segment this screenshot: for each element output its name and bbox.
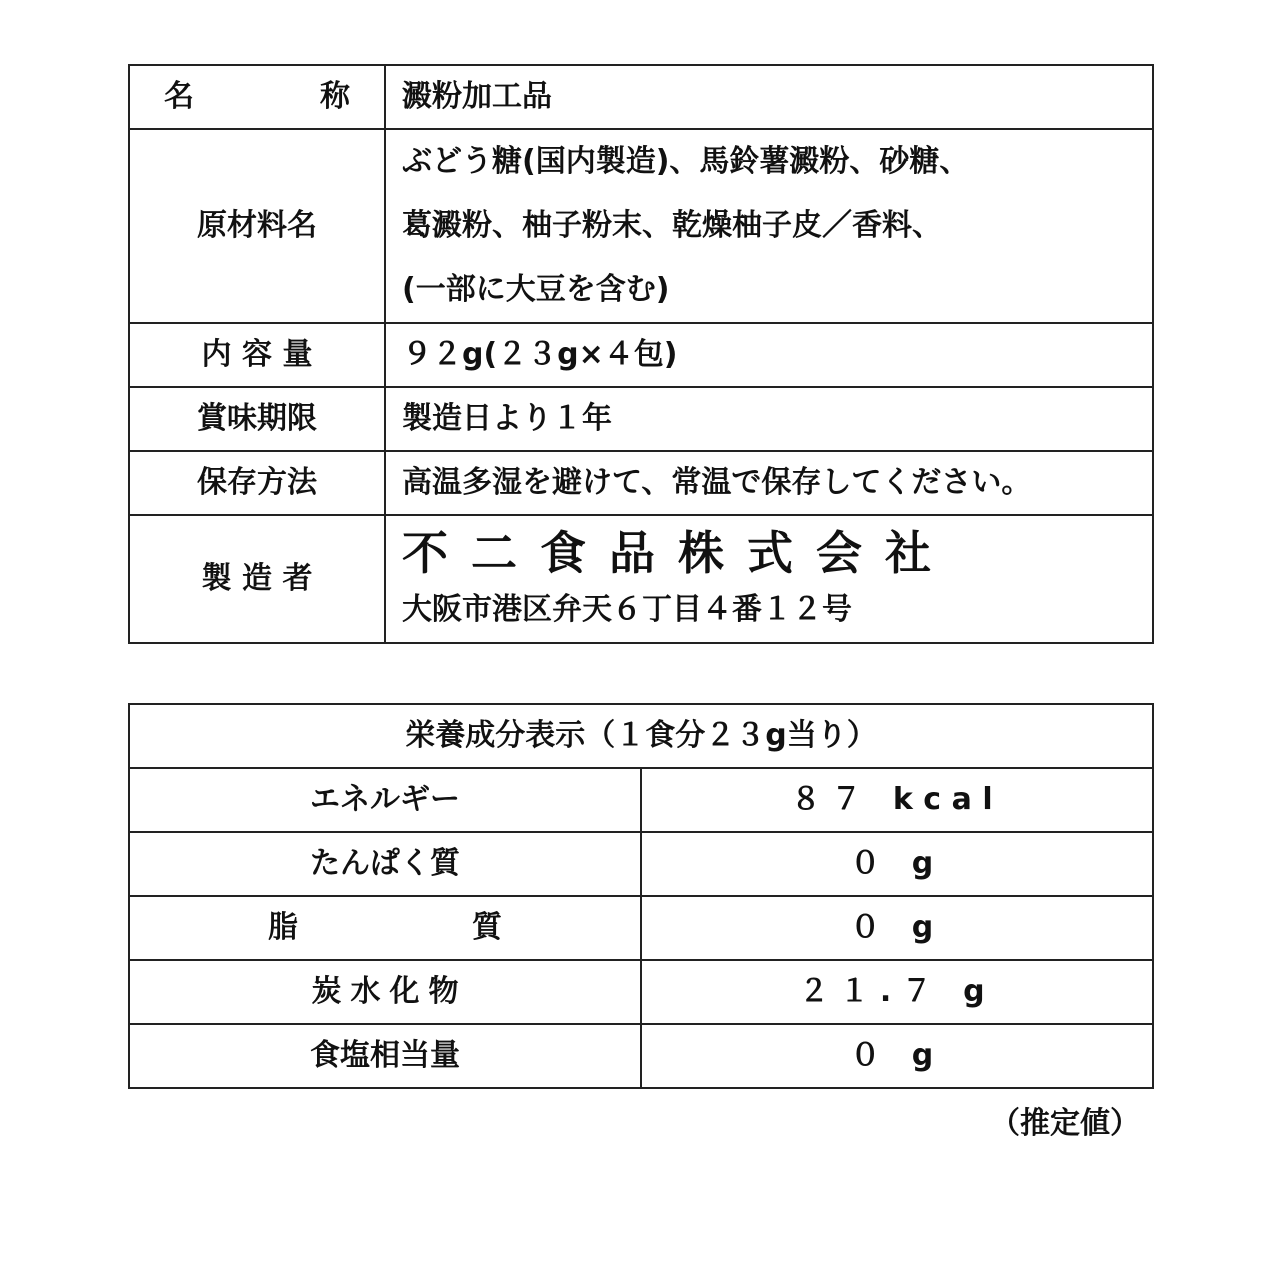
- row-name: [129, 65, 1153, 129]
- storage-label: 保存方法: [129, 451, 385, 515]
- nutrition-title-row: [129, 704, 1153, 768]
- nutrition-title: 栄養成分表示（１食分２３g当り）: [129, 704, 1153, 768]
- nutrition-row-fat: [129, 896, 1153, 960]
- ingredients-line-1: ぶどう糖(国内製造)、馬鈴薯澱粉、砂糖、: [402, 144, 970, 179]
- row-storage: [129, 451, 1153, 515]
- carbohydrate-label: 炭水化物: [129, 960, 641, 1024]
- ingredients-line-2: 葛澱粉、柚子粉末、乾燥柚子皮／香料、: [402, 208, 942, 243]
- name-label: 名 称: [129, 65, 385, 129]
- best-before-value: 製造日より１年: [385, 387, 1153, 451]
- energy-label: エネルギー: [129, 768, 641, 832]
- contents-label: 内容量: [129, 323, 385, 387]
- energy-value: ８７ kcal: [641, 768, 1153, 832]
- carbohydrate-value: ２１.７ g: [641, 960, 1153, 1024]
- fat-label: 脂 質: [129, 896, 641, 960]
- ingredients-value: [385, 129, 1153, 323]
- protein-value: ０ g: [641, 832, 1153, 896]
- name-value: 澱粉加工品: [385, 65, 1153, 129]
- product-info-table: [128, 64, 1154, 644]
- salt-label: 食塩相当量: [129, 1024, 641, 1088]
- manufacturer-address: 大阪市港区弁天６丁目４番１２号: [402, 592, 852, 627]
- row-ingredients: [129, 129, 1153, 323]
- protein-label: たんぱく質: [129, 832, 641, 896]
- row-contents: [129, 323, 1153, 387]
- contents-value: ９２g(２３g×４包): [385, 323, 1153, 387]
- nutrition-row-salt: [129, 1024, 1153, 1088]
- ingredients-label: 原材料名: [129, 129, 385, 323]
- manufacturer-value: [385, 515, 1153, 643]
- nutrition-table: [128, 703, 1154, 1089]
- fat-value: ０ g: [641, 896, 1153, 960]
- manufacturer-company: 不二食品株式会社: [402, 526, 954, 580]
- best-before-label: 賞味期限: [129, 387, 385, 451]
- estimate-note: （推定値）: [990, 1106, 1140, 1141]
- nutrition-row-energy: [129, 768, 1153, 832]
- salt-value: ０ g: [641, 1024, 1153, 1088]
- storage-value: 高温多湿を避けて、常温で保存してください。: [385, 451, 1153, 515]
- nutrition-row-protein: [129, 832, 1153, 896]
- row-manufacturer: [129, 515, 1153, 643]
- manufacturer-label: 製造者: [129, 515, 385, 643]
- ingredients-line-3: (一部に大豆を含む): [402, 272, 670, 307]
- row-best-before: [129, 387, 1153, 451]
- nutrition-row-carbohydrate: [129, 960, 1153, 1024]
